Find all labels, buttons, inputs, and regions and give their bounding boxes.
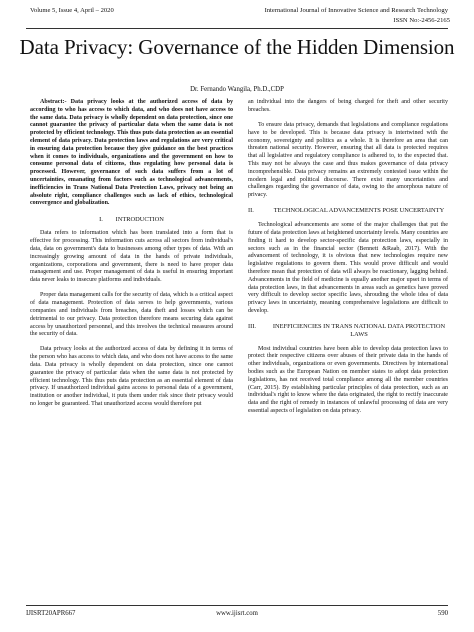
volume-issue: Volume 5, Issue 4, April – 2020	[30, 7, 114, 14]
section-heading-introduction	[30, 216, 233, 224]
paragraph: Data privacy looks at the authorized access of data by defining it in terms of the person who has access to which data, and who does not have access to the same data. Data privacy is wholly dependent on data protection, since one cannot guarantee the privacy of particular data when the same data is not protected by efficient technology. This thus puts data protection as an essential element of data privacy. If unauthorized individual gains access to personal data of a government, institution or another individual, it puts them under risk since their privacy would no longer be guaranteed. That unauthorized access would therefore put	[30, 346, 233, 408]
journal-website[interactable]: www.ijisrt.com	[216, 610, 258, 617]
section-title: TECHNOLOGICAL ADVANCEMENTS POSE UNCERTAINTY	[273, 207, 445, 215]
page-number: 590	[437, 610, 448, 617]
paper-id: IJISRT20APR667	[26, 610, 76, 617]
section-title: INEFFICIENCIES IN TRANS NATIONAL DATA PROTECTION LAWS	[272, 323, 446, 338]
section-number: I.	[99, 215, 103, 223]
journal-name: International Journal of Innovative Science and Research Technology	[264, 7, 448, 14]
section-number: III.	[248, 323, 256, 331]
section-heading-inefficiencies	[248, 323, 448, 339]
paragraph: Data refers to information which has been translated into a form that is effective for processing. This information cuts across all sectors from individual's data, data on government's data to businesses among other types of data. With an increasingly growing amount of data in the hands of private individuals, organizations, corporations and government, there is need to have proper data management and use. Proper management of data is useful in ensuring important data never leaks to insecure platforms and individuals.	[30, 230, 233, 284]
paragraph: an individual into the dangers of being charged for theft and other security breaches.	[248, 99, 448, 113]
paragraph: To ensure data privacy, demands that legislations and compliance regulations have to be developed. This is because data privacy is intertwined with the economy, sovereignty and politics as a whole. It is therefore an area that can threaten national security. However, ensuring that all data is protected requires that all legislative and regulatory compliance is adhered to, to the expected that. This may not be always the case and thus makes governance of data privacy incomprehensible. Data privacy remains an extremely contested issue within the modern legal and political discourse. There exist many uncertainties and challenges regarding the governance of data, owing to the amorphous nature of privacy.	[248, 121, 448, 199]
left-column	[30, 99, 233, 416]
section-number: II.	[248, 207, 254, 215]
paragraph: Technological advancements are some of the major challenges that put the future of data protection laws at heightened uncertainty levels. Many countries are finding it hard to develop sector-specific data protection laws, especially in sectors such as in the financial sector (Bennett &Raab, 2017). With the advancement of technology, it is obvious that new technologies require new legislative regulations to govern them. This would prove difficult and would therefore mean that protection of data will always be reactionary, lagging behind. Advancements in the field of medicine is equally another major upset in terms of data protection laws, in that advancements in areas such as genetics have proved very difficult to develop sector specific laws, shrouding the whole idea of data privacy laws in uncertainty, meaning comprehensive legislations are difficult to develop.	[248, 222, 448, 314]
section-heading-technological	[248, 207, 448, 215]
abstract: Abstract:- Data privacy looks at the authorized access of data by according to who has access to which data, and who does not have access to the same data. Data privacy is wholly dependent on data protection, since one cannot guarantee the privacy of particular data when the same data is not protected by efficient technology. This thus puts data protection as an essential element of data privacy. Data protection laws and regulations are very critical in ensuring data protection because they give guidance on the best practices when it comes to individuals, organizations and the government on how to consume personal data of citizens, thus regulating how personal data is processed. However, governance of such data suffers from a lot of uncertainties, emanating from factors such as technological advancements, inefficiencies in Trans National Data Protection Laws, privacy not being an absolute right, compliance challenges such as lack of ethics, technological convergence and globalization.	[30, 99, 233, 207]
right-column	[248, 99, 448, 423]
paragraph: Proper data management calls for the security of data, which is a critical aspect of data management. Protection of data serves to help governments, various companies and individuals from breaches, data theft and losses which can be detrimental to our privacy. Data protection therefore means securing data against access by unauthorized personnel, and this involves the technical measures around the security of data.	[30, 292, 233, 338]
footer-rule	[26, 605, 448, 606]
author-line: Dr. Fernando Wangila, Ph.D.,CDP	[190, 86, 284, 93]
section-title: INTRODUCTION	[115, 215, 164, 223]
issn-number: ISSN No:-2456-2165	[393, 17, 450, 24]
paper-title: Data Privacy: Governance of the Hidden Dimension	[19, 35, 455, 59]
header-rule	[26, 28, 448, 29]
paragraph: Most individual countries have been able to develop data protection laws to protect their respective citizens over abuses of their private data in the hands of other individuals, organizations or even governments. Directives by international bodies such as the European Nation on member states to adopt data protection legislations, has not received total compliance among all the member countries (Carr, 2015). By establishing particular principles of data protection, such as an individual's right to know where the data originated, the right to rectify inaccurate data and the right of remedy in instances of unlawful processing of data are very essential aspects of legislation on data privacy.	[248, 345, 448, 415]
